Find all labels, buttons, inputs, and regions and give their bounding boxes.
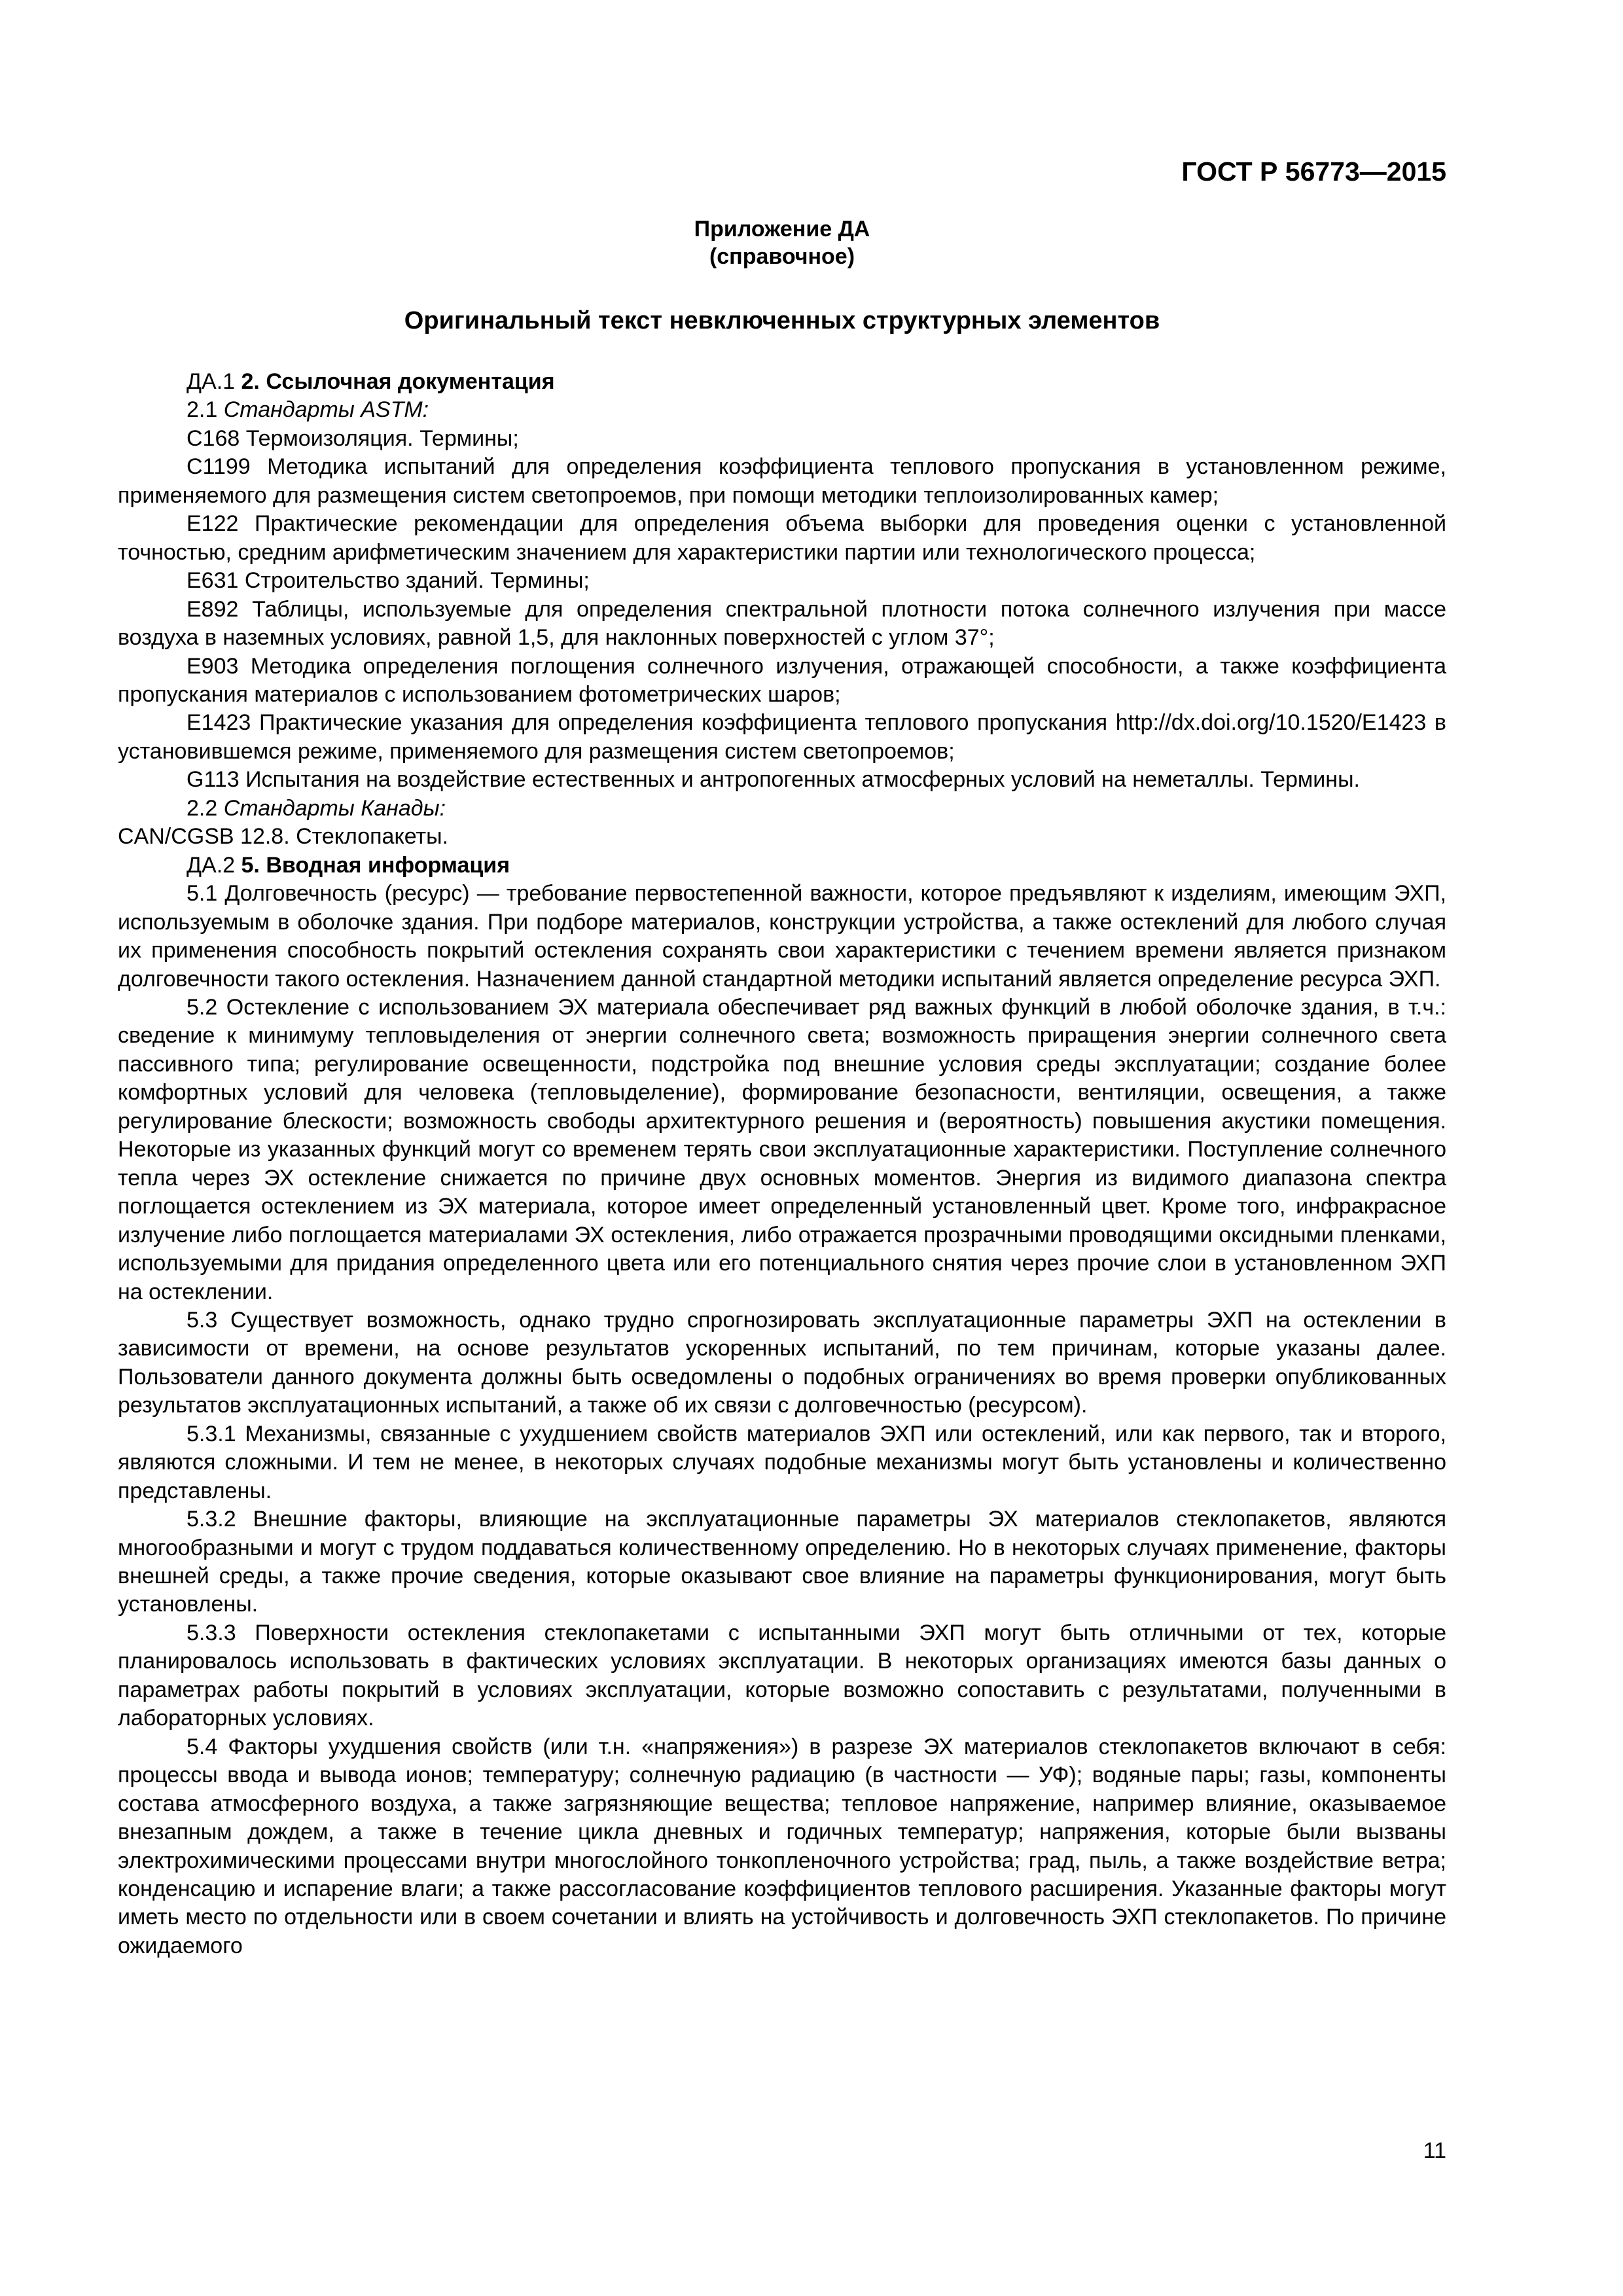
subsection-title: Стандарты ASTM: (223, 397, 429, 423)
paragraph-5-3-1: 5.3.1 Механизмы, связанные с ухудшением свойств материалов ЭХП или остеклений, или как первого, так и второго, являются сложными. И тем не менее, в некоторых случаях подобные механизмы могут быть установлены и количественно представлены. (118, 1421, 1446, 1503)
section-title: 5. Вводная информация (241, 852, 510, 878)
reference-e903: Е903 Методика определения поглощения солнечного излучения, отражающей способности, а также коэффициента пропускания материалов с использованием фотометрических шаров; (118, 653, 1446, 707)
subsection-number: 2.1 (187, 397, 218, 423)
section-number: ДА.1 (187, 369, 236, 394)
section-heading-da1 (118, 368, 1446, 396)
appendix-title: Приложение ДА (694, 217, 870, 242)
paragraph-5-2: 5.2 Остекление с использованием ЭХ материала обеспечивает ряд важных функций в любой оболочке здания, в т.ч.: сведение к минимуму тепловыделения от энергии солнечного света; возможность приращения энергии солнечного света пассивного типа; регулирование освещенности, подстройка под внешние условия среды эксплуатации; создание более комфортных условий для человека (тепловыделение), формирование безопасности, вентиляции, освещения, а также регулирование блескости; возможность свободы архитектурного решения и (вероятность) повышения акустики помещения. Некоторые из указанных функций могут со временем терять свои эксплуатационные характеристики. Поступление солнечного тепла через ЭХ остекление снижается по причине двух основных моментов. Энергия из видимого диапазона спектра поглощается остеклением из ЭХ материала, которое имеет определенный установленный цвет. Кроме того, инфракрасное излучение либо поглощается материалами ЭХ остекления, либо отражается прозрачными проводящими оксидными пленками, используемыми для придания определенного цвета или его потенциального снятия через прочие слои в установленном ЭХП на остеклении. (118, 994, 1446, 1304)
main-title: Оригинальный текст невключенных структурных элементов (404, 307, 1160, 334)
document-code: ГОСТ Р 56773—2015 (1181, 156, 1446, 187)
appendix-kind: (справочное) (709, 244, 855, 269)
paragraph-5-3-2: 5.3.2 Внешние факторы, влияющие на эксплуатационные параметры ЭХ материалов стеклопакетов, являются многообразными и могут с трудом поддаваться количественному определению. Но в некоторых случаях применение, факторы внешней среды, а также прочие сведения, которые оказывают свое влияние на параметры функционирования, могут быть установлены. (118, 1507, 1446, 1617)
section-number: ДА.2 (187, 852, 236, 878)
paragraph-5-3: 5.3 Существует возможность, однако трудно спрогнозировать эксплуатационные параметры ЭХП на остеклении в зависимости от времени, на основе результатов ускоренных испытаний, по тем причинам, которые указаны далее. Пользователи данного документа должны быть осведомлены о подобных ограничениях во время проверки опубликованных результатов эксплуатационных испытаний, а также об их связи с долговечностью (ресурсом). (118, 1307, 1446, 1418)
reference-c168: С168 Термоизоляция. Термины; (187, 425, 519, 451)
reference-g113: G113 Испытания на воздействие естественных и антропогенных атмосферных условий на неметаллы. Термины. (187, 767, 1360, 793)
reference-e892: Е892 Таблицы, используемые для определения спектральной плотности потока солнечного излучения при массе воздуха в наземных условиях, равной 1,5, для наклонных поверхностей с углом 37°; (118, 596, 1446, 651)
section-heading-da2 (118, 852, 1446, 880)
paragraph-5-4: 5.4 Факторы ухудшения свойств (или т.н. «напряжения») в разрезе ЭХ материалов стеклопакетов включают в себя: процессы ввода и вывода ионов; температуру; солнечную радиацию (в частности — УФ); водяные пары; газы, компоненты состава атмосферного воздуха, а также загрязняющие вещества; тепловое напряжение, например влияние, оказываемое внезапным дождем, а также в течение цикла дневных и годичных температур; напряжения, которые были вызваны электрохимическими процессами внутри многослойного тонкопленочного устройства; град, пыль, а также воздействие ветра; конденсацию и испарение влаги; а также рассогласование коэффициентов теплового расширения. Указанные факторы могут иметь место по отдельности или в своем сочетании и влиять на устойчивость и долговечность ЭХП стеклопакетов. По причине ожидаемого (118, 1734, 1446, 1958)
reference-can-cgsb: CAN/CGSB 12.8. Стеклопакеты. (118, 824, 448, 850)
paragraph-5-3-3: 5.3.3 Поверхности остекления стеклопакетами с испытанными ЭХП могут быть отличными от тех, которые планировалось использовать в фактических условиях эксплуатации. В некоторых организациях имеются базы данных о параметрах работы покрытий в условиях эксплуатации, которые возможно сопоставить с результатами, полученными в лабораторных условиях. (118, 1620, 1446, 1731)
paragraph-5-1: 5.1 Долговечность (ресурс) — требование первостепенной важности, которое предъявляют к изделиям, имеющим ЭХП, используемым в оболочке здания. При подборе материалов, конструкции устройства, а также остеклений для любого случая их применения способность покрытий остекления сохранять свои характеристики с течением времени является признаком долговечности такого остекления. Назначением данной стандартной методики испытаний является определение ресурса ЭХП. (118, 881, 1446, 992)
subsection-number: 2.2 (187, 795, 218, 821)
subsection-title: Стандарты Канады: (223, 795, 446, 821)
reference-c1199: С1199 Методика испытаний для определения коэффициента теплового пропускания в установленном режиме, применяемого для размещения систем светопроемов, при помощи методики теплоизолированных камер; (118, 454, 1446, 508)
reference-e631: Е631 Строительство зданий. Термины; (187, 568, 590, 594)
subsection-heading-2-2 (118, 795, 1446, 823)
page-number: 11 (1423, 2138, 1446, 2163)
reference-e122: Е122 Практические рекомендации для определения объема выборки для проведения оценки с установленной точностью, средним арифметическим значением для характеристики партии или технологического процесса; (118, 511, 1446, 565)
subsection-heading-2-1 (118, 396, 1446, 424)
document-body (118, 368, 1446, 1960)
section-title: 2. Ссылочная документация (241, 369, 555, 394)
reference-e1423: Е1423 Практические указания для определения коэффициента теплового пропускания http://dx.doi.org/10.1520/E1423 в установившемся режиме, применяемого для размещения систем светопроемов; (118, 710, 1446, 764)
